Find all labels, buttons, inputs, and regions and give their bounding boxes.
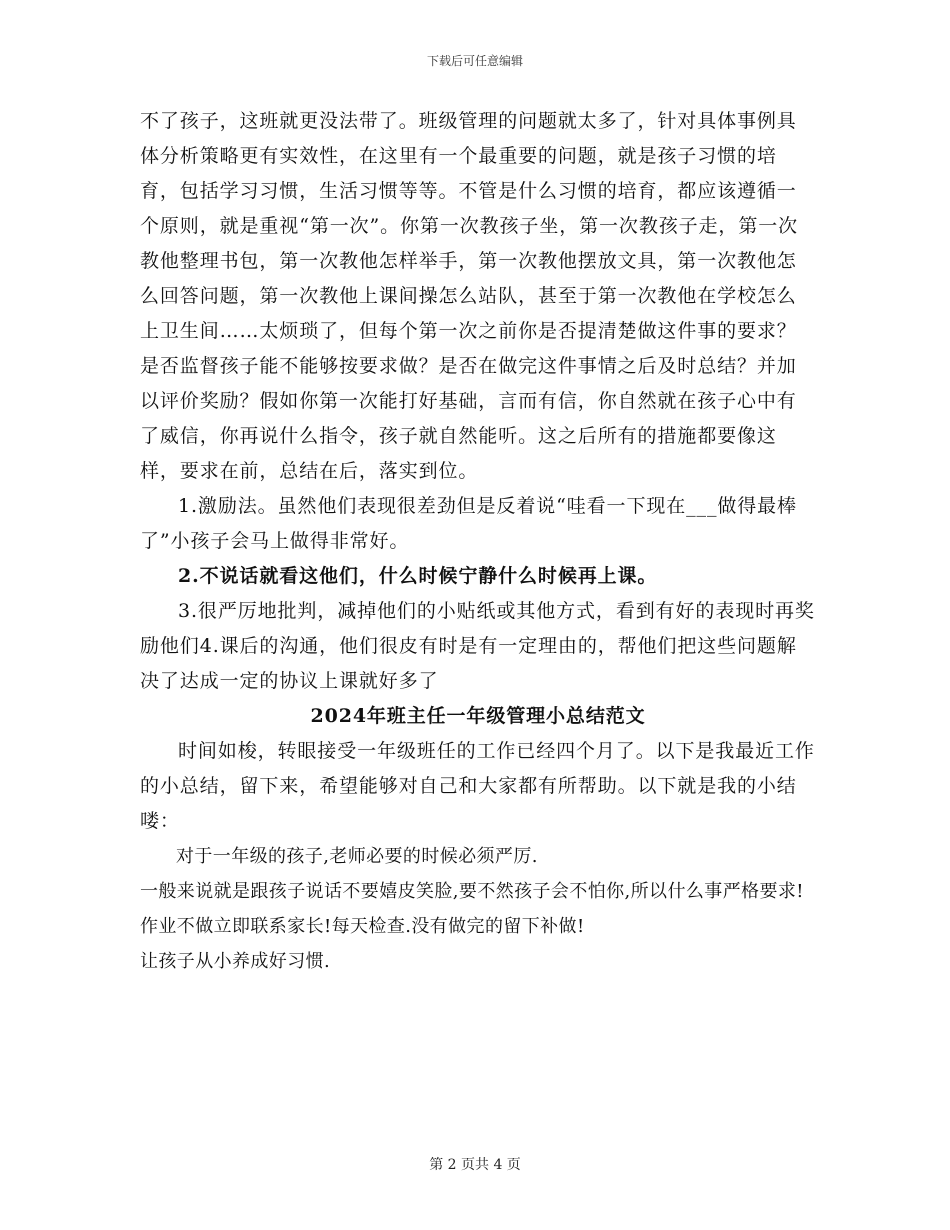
list-item-2: 2.不说话就看这他们，什么时候宁静什么时候再上课。 (178, 565, 658, 587)
list-item-1: 1.激励法。虽然他们表现很差劲但是反着说“哇看一下现在___做得最棒了”小孩子会马上做得非常好。 (140, 495, 797, 552)
page-header: 下载后可任意编辑 (426, 54, 523, 68)
list-item-3: 3.很严厉地批判，减掉他们的小贴纸或其他方式，看到有好的表现时再奖励他们4.课后的沟通，他们很皮有时是有一定理由的，帮他们把这些问题解决了达成一定的协议上课就好多了 (140, 600, 815, 692)
page-footer: 第 2 页共 4 页 (429, 1157, 521, 1173)
section-title: 2024年班主任一年级管理小总结范文 (310, 705, 646, 727)
summary-line-2: 一般来说就是跟孩子说话不要嬉皮笑脸,要不然孩子会不怕你,所以什么事严格要求! (140, 881, 804, 902)
intro-paragraph: 时间如梭，转眼接受一年级班任的工作已经四个月了。以下是我最近工作的小总结，留下来，希望能够对自己和大家都有所帮助。以下就是我的小结喽： (140, 740, 815, 832)
summary-line-3: 作业不做立即联系家长!每天检查.没有做完的留下补做! (140, 916, 585, 937)
summary-line-4: 让孩子从小养成好习惯. (140, 951, 331, 972)
summary-line-1: 对于一年级的孩子,老师必要的时候必须严厉. (176, 846, 538, 867)
paragraph-first-time-principle: 不了孩子，这班就更没法带了。班级管理的问题就太多了，针对具体事例具体分析策略更有实效性，在这里有一个最重要的问题，就是孩子习惯的培育，包括学习习惯，生活习惯等等。不管是什么习惯的培育，都应该遵循一个原则，就是重视“第一次”。你第一次教孩子坐，第一次教孩子走，第一次教他整理书包，第一次教他怎样举手，第一次教他摆放文具，第一次教他怎么回答问题，第一次教他上课间操怎么站队，甚至于第一次教他在学校怎么上卫生间……太烦琐了，但每个第一次之前你是否提清楚做这件事的要求？是否监督孩子能不能够按要求做？是否在做完这件事情之后及时总结？并加以评价奖励？假如你第一次能打好基础，言而有信，你自然就在孩子心中有了威信，你再说什么指令，孩子就自然能听。这之后所有的措施都要像这样，要求在前，总结在后，落实到位。 (140, 110, 799, 482)
document-body (140, 104, 816, 979)
